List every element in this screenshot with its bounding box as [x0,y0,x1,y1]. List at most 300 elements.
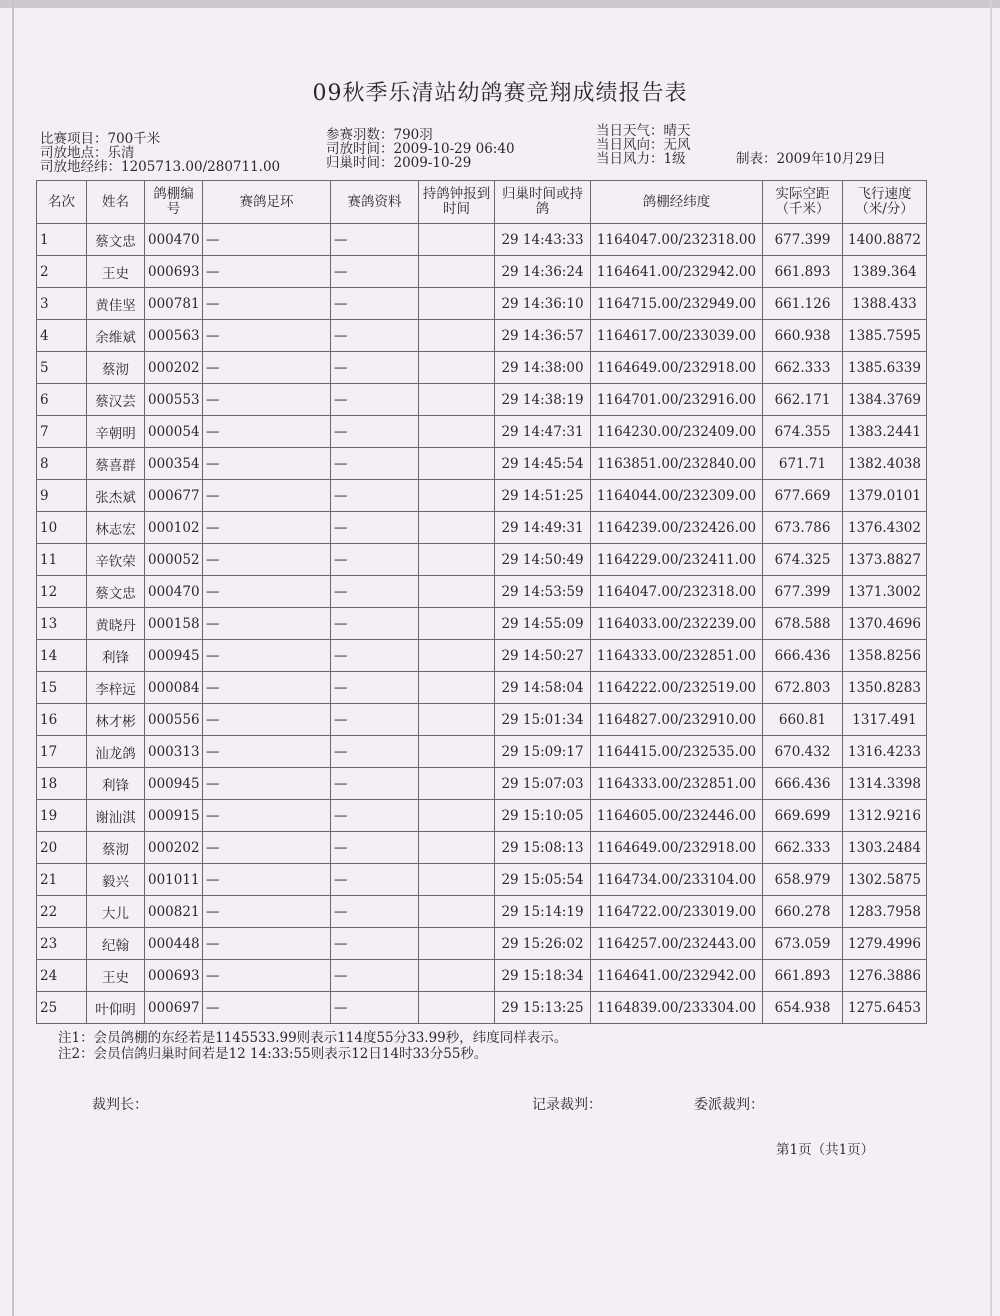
cell-arrival: 29 14:58:04 [495,672,591,704]
cell-arrival: 29 15:18:34 [495,960,591,992]
cell-clock-time [419,480,495,512]
cell-loft-no: 000677 [145,480,203,512]
cell-ring: — [203,352,331,384]
cell-speed: 1376.4302 [843,512,927,544]
info-release-place: 司放地点：乐清 [40,145,135,161]
cell-rank: 6 [37,384,87,416]
cell-clock-time [419,448,495,480]
cell-ring: — [203,736,331,768]
info-return-time: 归巢时间：2009-10-29 [326,155,472,171]
cell-ring: — [203,992,331,1024]
cell-distance: 671.71 [763,448,843,480]
cell-distance: 662.333 [763,352,843,384]
info-wind-direction: 当日风向：无风 [596,137,691,153]
cell-clock-time [419,256,495,288]
cell-rank: 11 [37,544,87,576]
cell-clock-time [419,320,495,352]
cell-clock-time [419,544,495,576]
cell-coords: 1164641.00/232942.00 [591,256,763,288]
cell-rank: 9 [37,480,87,512]
cell-arrival: 29 14:36:24 [495,256,591,288]
cell-ring: — [203,928,331,960]
cell-name: 辛朝明 [87,416,145,448]
table-row [37,736,927,768]
appointed-judge-label: 委派裁判： [694,1097,764,1113]
cell-clock-time [419,576,495,608]
cell-speed: 1314.3398 [843,768,927,800]
cell-loft-no: 000945 [145,640,203,672]
cell-info: — [331,992,419,1024]
cell-rank: 20 [37,832,87,864]
cell-ring: — [203,512,331,544]
cell-clock-time [419,512,495,544]
cell-loft-no: 000945 [145,768,203,800]
info-weather: 当日天气：晴天 [596,123,691,139]
cell-distance: 658.979 [763,864,843,896]
cell-name: 纪翰 [87,928,145,960]
cell-distance: 669.699 [763,800,843,832]
cell-info: — [331,640,419,672]
cell-arrival: 29 14:38:19 [495,384,591,416]
cell-coords: 1164044.00/232309.00 [591,480,763,512]
table-row [37,224,927,256]
cell-rank: 18 [37,768,87,800]
cell-name: 蔡沏 [87,832,145,864]
cell-ring: — [203,416,331,448]
cell-clock-time [419,352,495,384]
cell-name: 蔡喜群 [87,448,145,480]
cell-arrival: 29 15:14:19 [495,896,591,928]
scan-left-edge [12,0,14,1316]
cell-loft-no: 000553 [145,384,203,416]
header-rank: 名次 [37,181,87,224]
cell-info: — [331,736,419,768]
cell-distance: 672.803 [763,672,843,704]
cell-info: — [331,352,419,384]
cell-speed: 1385.6339 [843,352,927,384]
cell-loft-no: 000697 [145,992,203,1024]
cell-info: — [331,704,419,736]
cell-name: 林志宏 [87,512,145,544]
cell-rank: 23 [37,928,87,960]
cell-arrival: 29 14:36:57 [495,320,591,352]
results-table [36,180,927,1024]
cell-info: — [331,896,419,928]
notes [58,1030,567,1062]
header-loft-no: 鸽棚编号 [145,181,203,224]
cell-ring: — [203,384,331,416]
table-row [37,256,927,288]
cell-ring: — [203,480,331,512]
cell-info: — [331,960,419,992]
cell-loft-no: 000821 [145,896,203,928]
table-row [37,896,927,928]
cell-coords: 1164649.00/232918.00 [591,832,763,864]
scan-top-strip [0,0,1000,8]
cell-arrival: 29 14:50:27 [495,640,591,672]
cell-coords: 1164230.00/232409.00 [591,416,763,448]
cell-loft-no: 000448 [145,928,203,960]
cell-loft-no: 000354 [145,448,203,480]
cell-distance: 660.81 [763,704,843,736]
cell-distance: 677.399 [763,576,843,608]
cell-distance: 662.171 [763,384,843,416]
cell-speed: 1312.9216 [843,800,927,832]
table-header-row [37,181,927,224]
cell-speed: 1303.2484 [843,832,927,864]
cell-rank: 14 [37,640,87,672]
cell-coords: 1164734.00/233104.00 [591,864,763,896]
cell-name: 王史 [87,256,145,288]
cell-arrival: 29 14:49:31 [495,512,591,544]
cell-clock-time [419,896,495,928]
cell-arrival: 29 14:47:31 [495,416,591,448]
cell-rank: 16 [37,704,87,736]
cell-coords: 1164333.00/232851.00 [591,768,763,800]
cell-info: — [331,448,419,480]
cell-ring: — [203,224,331,256]
cell-coords: 1164047.00/232318.00 [591,224,763,256]
cell-rank: 5 [37,352,87,384]
cell-loft-no: 000313 [145,736,203,768]
cell-speed: 1383.2441 [843,416,927,448]
cell-clock-time [419,864,495,896]
cell-ring: — [203,960,331,992]
cell-arrival: 29 14:36:10 [495,288,591,320]
cell-arrival: 29 15:07:03 [495,768,591,800]
cell-distance: 666.436 [763,640,843,672]
cell-clock-time [419,288,495,320]
cell-speed: 1350.8283 [843,672,927,704]
cell-distance: 661.893 [763,256,843,288]
header-ring: 赛鸽足环 [203,181,331,224]
info-release-coords: 司放地经纬：1205713.00/280711.00 [40,159,281,175]
table-row [37,352,927,384]
table-row [37,320,927,352]
cell-arrival: 29 15:13:25 [495,992,591,1024]
cell-name: 李梓远 [87,672,145,704]
table-row [37,928,927,960]
cell-loft-no: 000102 [145,512,203,544]
cell-coords: 1164617.00/233039.00 [591,320,763,352]
cell-distance: 661.126 [763,288,843,320]
cell-arrival: 29 14:53:59 [495,576,591,608]
cell-info: — [331,576,419,608]
table-row [37,544,927,576]
cell-name: 蔡文忠 [87,576,145,608]
cell-name: 汕龙鸽 [87,736,145,768]
cell-arrival: 29 14:45:54 [495,448,591,480]
cell-arrival: 29 15:26:02 [495,928,591,960]
cell-name: 辛钦荣 [87,544,145,576]
cell-coords: 1164047.00/232318.00 [591,576,763,608]
cell-distance: 673.059 [763,928,843,960]
cell-coords: 1164722.00/233019.00 [591,896,763,928]
cell-clock-time [419,960,495,992]
table-row [37,576,927,608]
cell-rank: 24 [37,960,87,992]
cell-loft-no: 000084 [145,672,203,704]
table-row [37,384,927,416]
table-row [37,992,927,1024]
table-row [37,288,927,320]
report-title: 09秋季乐清站幼鸽赛竞翔成绩报告表 [312,81,688,106]
cell-ring: — [203,544,331,576]
cell-name: 王史 [87,960,145,992]
table-row [37,800,927,832]
cell-ring: — [203,448,331,480]
cell-loft-no: 000915 [145,800,203,832]
cell-rank: 15 [37,672,87,704]
cell-coords: 1164033.00/232239.00 [591,608,763,640]
cell-info: — [331,416,419,448]
cell-ring: — [203,832,331,864]
cell-arrival: 29 15:10:05 [495,800,591,832]
cell-loft-no: 001011 [145,864,203,896]
cell-distance: 674.325 [763,544,843,576]
info-entries: 参赛羽数：790羽 [326,127,433,143]
table-row [37,672,927,704]
cell-rank: 7 [37,416,87,448]
cell-info: — [331,320,419,352]
cell-arrival: 29 15:05:54 [495,864,591,896]
header-speed: 飞行速度（米/分） [843,181,927,224]
cell-rank: 19 [37,800,87,832]
cell-name: 蔡汉芸 [87,384,145,416]
cell-clock-time [419,736,495,768]
cell-arrival: 29 14:55:09 [495,608,591,640]
note-2: 注2：会员信鸽归巢时间若是12 14:33:55则表示12日14时33分55秒。 [58,1046,488,1062]
cell-ring: — [203,320,331,352]
cell-distance: 678.588 [763,608,843,640]
cell-info: — [331,928,419,960]
table-row [37,640,927,672]
cell-speed: 1358.8256 [843,640,927,672]
cell-ring: — [203,864,331,896]
cell-ring: — [203,576,331,608]
cell-arrival: 29 14:38:00 [495,352,591,384]
table-row [37,448,927,480]
cell-arrival: 29 14:51:25 [495,480,591,512]
info-right [596,124,691,166]
chief-judge-label: 裁判长： [92,1097,148,1113]
cell-distance: 674.355 [763,416,843,448]
info-release-time: 司放时间：2009-10-29 06:40 [326,141,515,157]
cell-info: — [331,608,419,640]
cell-coords: 1164222.00/232519.00 [591,672,763,704]
cell-rank: 17 [37,736,87,768]
cell-ring: — [203,288,331,320]
cell-loft-no: 000563 [145,320,203,352]
cell-info: — [331,800,419,832]
cell-coords: 1164333.00/232851.00 [591,640,763,672]
table-row [37,480,927,512]
table-row [37,864,927,896]
table-row [37,832,927,864]
cell-distance: 670.432 [763,736,843,768]
cell-distance: 677.399 [763,224,843,256]
cell-loft-no: 000781 [145,288,203,320]
cell-rank: 4 [37,320,87,352]
table-row [37,704,927,736]
cell-name: 毅兴 [87,864,145,896]
cell-arrival: 29 15:08:13 [495,832,591,864]
table-body [37,224,927,1024]
cell-name: 张杰斌 [87,480,145,512]
cell-distance: 660.938 [763,320,843,352]
cell-ring: — [203,704,331,736]
table-row [37,768,927,800]
table-row [37,512,927,544]
header-distance: 实际空距（千米） [763,181,843,224]
cell-ring: — [203,768,331,800]
cell-coords: 1164715.00/232949.00 [591,288,763,320]
cell-ring: — [203,896,331,928]
cell-speed: 1384.3769 [843,384,927,416]
cell-speed: 1400.8872 [843,224,927,256]
cell-arrival: 29 14:50:49 [495,544,591,576]
cell-coords: 1164701.00/232916.00 [591,384,763,416]
cell-loft-no: 000556 [145,704,203,736]
cell-coords: 1164415.00/232535.00 [591,736,763,768]
table-row [37,608,927,640]
cell-distance: 660.278 [763,896,843,928]
recorder-judge-label: 记录裁判： [532,1097,602,1113]
header-arrival: 归巢时间或持鸽 [495,181,591,224]
cell-coords: 1164641.00/232942.00 [591,960,763,992]
cell-speed: 1371.3002 [843,576,927,608]
cell-info: — [331,672,419,704]
cell-name: 利锋 [87,640,145,672]
cell-ring: — [203,672,331,704]
cell-coords: 1164257.00/232443.00 [591,928,763,960]
cell-name: 利锋 [87,768,145,800]
header-clock-time: 持鸽钟报到时间 [419,181,495,224]
info-prepared-date: 制表：2009年10月29日 [736,151,886,167]
cell-loft-no: 000052 [145,544,203,576]
cell-ring: — [203,608,331,640]
cell-speed: 1370.4696 [843,608,927,640]
cell-distance: 661.893 [763,960,843,992]
cell-distance: 654.938 [763,992,843,1024]
cell-rank: 25 [37,992,87,1024]
cell-clock-time [419,416,495,448]
cell-loft-no: 000470 [145,576,203,608]
header-name: 姓名 [87,181,145,224]
cell-clock-time [419,224,495,256]
cell-info: — [331,224,419,256]
cell-loft-no: 000693 [145,960,203,992]
cell-rank: 12 [37,576,87,608]
cell-arrival: 29 15:09:17 [495,736,591,768]
cell-name: 林才彬 [87,704,145,736]
cell-speed: 1382.4038 [843,448,927,480]
cell-name: 黄佳坚 [87,288,145,320]
cell-distance: 677.669 [763,480,843,512]
cell-speed: 1283.7958 [843,896,927,928]
cell-info: — [331,384,419,416]
cell-rank: 21 [37,864,87,896]
cell-speed: 1275.6453 [843,992,927,1024]
cell-info: — [331,480,419,512]
cell-coords: 1164229.00/232411.00 [591,544,763,576]
cell-distance: 673.786 [763,512,843,544]
cell-info: — [331,864,419,896]
info-event: 比赛项目：700千米 [40,131,161,147]
cell-name: 黄晓丹 [87,608,145,640]
cell-loft-no: 000202 [145,832,203,864]
cell-info: — [331,544,419,576]
cell-loft-no: 000158 [145,608,203,640]
cell-clock-time [419,640,495,672]
cell-rank: 2 [37,256,87,288]
cell-clock-time [419,992,495,1024]
note-1: 注1：会员鸽棚的东经若是1145533.99则表示114度55分33.99秒，纬度同样表示。 [58,1030,568,1046]
cell-arrival: 29 14:43:33 [495,224,591,256]
cell-loft-no: 000693 [145,256,203,288]
cell-ring: — [203,256,331,288]
page-number: 第1页（共1页） [776,1142,875,1158]
cell-speed: 1302.5875 [843,864,927,896]
scan-right-edge [990,0,992,1316]
cell-loft-no: 000202 [145,352,203,384]
cell-distance: 662.333 [763,832,843,864]
cell-coords: 1164605.00/232446.00 [591,800,763,832]
cell-info: — [331,512,419,544]
table-row [37,416,927,448]
header-coords: 鸽棚经纬度 [591,181,763,224]
cell-clock-time [419,608,495,640]
cell-speed: 1317.491 [843,704,927,736]
table-row [37,960,927,992]
info-wind-force: 当日风力：1级 [596,151,686,167]
cell-speed: 1379.0101 [843,480,927,512]
cell-coords: 1164649.00/232918.00 [591,352,763,384]
cell-coords: 1164239.00/232426.00 [591,512,763,544]
cell-loft-no: 000054 [145,416,203,448]
cell-clock-time [419,384,495,416]
cell-speed: 1388.433 [843,288,927,320]
cell-name: 谢汕淇 [87,800,145,832]
info-left [40,132,280,174]
cell-clock-time [419,832,495,864]
cell-arrival: 29 15:01:34 [495,704,591,736]
cell-speed: 1279.4996 [843,928,927,960]
cell-clock-time [419,704,495,736]
cell-info: — [331,768,419,800]
cell-info: — [331,288,419,320]
cell-info: — [331,256,419,288]
cell-coords: 1164839.00/233304.00 [591,992,763,1024]
header-info: 赛鸽资料 [331,181,419,224]
cell-speed: 1385.7595 [843,320,927,352]
cell-rank: 22 [37,896,87,928]
cell-rank: 8 [37,448,87,480]
cell-rank: 10 [37,512,87,544]
cell-rank: 13 [37,608,87,640]
cell-name: 大儿 [87,896,145,928]
cell-name: 蔡文忠 [87,224,145,256]
cell-clock-time [419,928,495,960]
info-middle [326,128,515,170]
cell-distance: 666.436 [763,768,843,800]
cell-clock-time [419,672,495,704]
cell-speed: 1373.8827 [843,544,927,576]
cell-speed: 1276.3886 [843,960,927,992]
cell-loft-no: 000470 [145,224,203,256]
cell-coords: 1164827.00/232910.00 [591,704,763,736]
cell-rank: 1 [37,224,87,256]
